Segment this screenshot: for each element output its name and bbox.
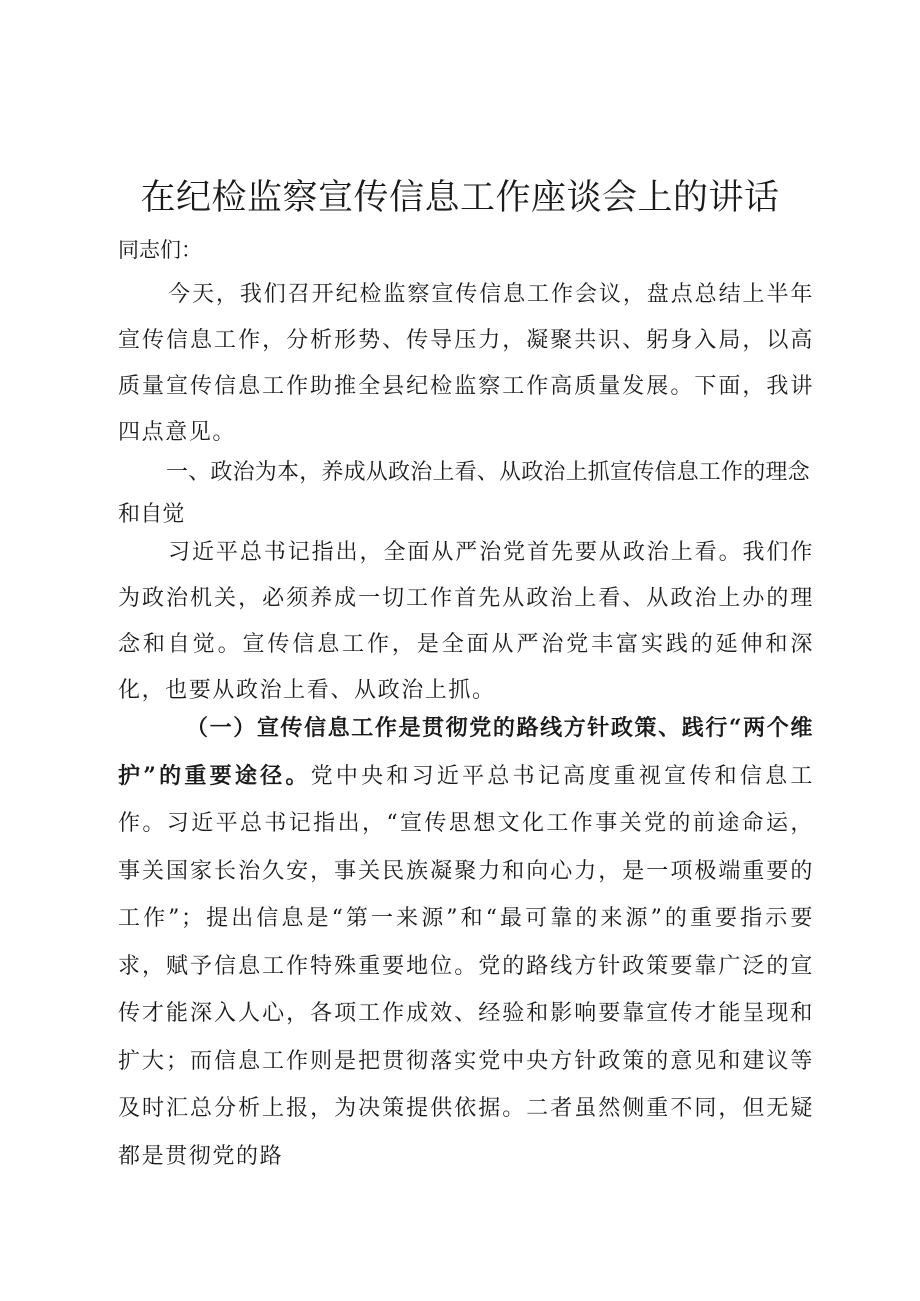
salutation: 同志们： (118, 238, 202, 262)
subsection-paragraph (118, 705, 814, 1180)
subsection-bold-lead: （一）宣传信息工作是贯彻党的路线方针政策、践行“两个维护”的重要途径。 (118, 715, 814, 789)
section-heading: 一、政治为本，养成从政治上看、从政治上抓宣传信息工作的理念和自觉 (118, 460, 810, 527)
section-paragraph: 习近平总书记指出，全面从严治党首先要从政治上看。我们作为政治机关，必须养成一切工作首先从政治上看、从政治上办的理念和自觉。宣传信息工作，是全面从严治党丰富实践的延伸和深化，也要从政治上看、从政治上抓。 (118, 540, 814, 703)
document-title: 在纪检监察宣传信息工作座谈会上的讲话 (140, 178, 780, 218)
subsection-text: 党中央和习近平总书记高度重视宣传和信息工作。习近平总书记指出，“宣传思想文化工作事关党的前途命运，事关国家长治久安，事关民族凝聚力和向心力，是一项极端重要的工作”；提出信息是“第一来源”和“最可靠的来源”的重要指示要求，赋予信息工作特殊重要地位。党的路线方针政策要靠广泛的宣传才能深入人心，各项工作成效、经验和影响要靠宣传才能呈现和扩大；而信息工作则是把贯彻落实党中央方针政策的意见和建议等及时汇总分析上报，为决策提供依据。二者虽然侧重不同，但无疑都是贯彻党的路 (118, 763, 814, 1169)
intro-paragraph: 今天，我们召开纪检监察宣传信息工作会议，盘点总结上半年宣传信息工作，分析形势、传导压力，凝聚共识、躬身入局，以高质量宣传信息工作助推全县纪检监察工作高质量发展。下面，我讲四点意见。 (118, 282, 814, 445)
